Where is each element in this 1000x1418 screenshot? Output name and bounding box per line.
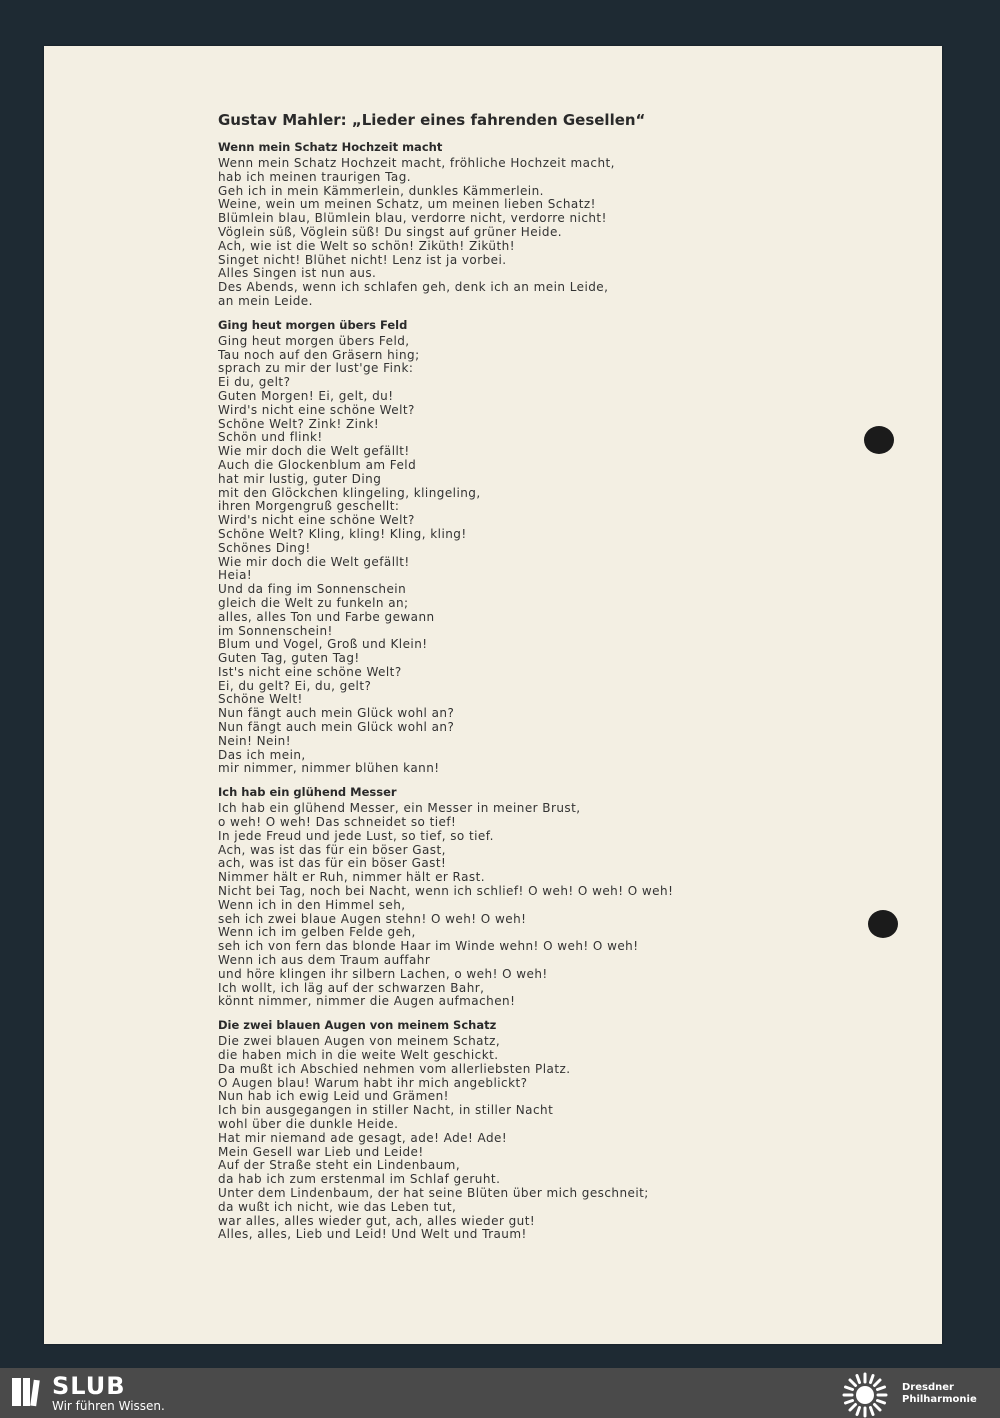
lyric-line: Blümlein blau, Blümlein blau, verdorre nicht, verdorre nicht!	[218, 211, 607, 226]
lyric-line: O Augen blau! Warum habt ihr mich angeblickt?	[218, 1075, 528, 1090]
lyric-line: Auch die Glockenblum am Feld	[218, 457, 417, 472]
page-title: Gustav Mahler: „Lieder eines fahrenden Gesellen“	[218, 111, 646, 129]
lyric-line: Ist's nicht eine schöne Welt?	[218, 664, 402, 679]
lyric-line: Weine, wein um meinen Schatz, um meinen lieben Schatz!	[218, 197, 596, 212]
lyric-line: die haben mich in die weite Welt geschickt.	[218, 1048, 499, 1063]
lyric-line: Wird's nicht eine schöne Welt?	[218, 402, 415, 417]
lyric-line: Heia!	[218, 568, 253, 583]
song-title: Ging heut morgen übers Feld	[218, 317, 408, 332]
lyric-line: Nun hab ich ewig Leid und Grämen!	[218, 1089, 449, 1104]
lyric-line: Mein Gesell war Lieb und Leide!	[218, 1144, 424, 1159]
lyric-line: Nicht bei Tag, noch bei Nacht, wenn ich schlief! O weh! O weh! O weh!	[218, 884, 674, 899]
lyric-line: Ei, du gelt? Ei, du, gelt?	[218, 678, 372, 693]
song-lyrics	[218, 802, 908, 1009]
lyric-line: da wußt ich nicht, wie das Leben tut,	[218, 1199, 457, 1214]
lyric-line: Wie mir doch die Welt gefällt!	[218, 554, 410, 569]
partner-name-line: Philharmonie	[902, 1394, 977, 1405]
lyric-line: Und da fing im Sonnenschein	[218, 582, 407, 597]
lyric-line: Schön und flink!	[218, 430, 323, 445]
lyric-line: wohl über die dunkle Heide.	[218, 1117, 399, 1131]
lyric-line: Unter dem Lindenbaum, der hat seine Blüten über mich geschneit;	[218, 1185, 649, 1200]
lyric-line: Auf der Straße steht ein Lindenbaum,	[218, 1158, 461, 1173]
lyric-line: Alles, alles, Lieb und Leid! Und Welt und Traum!	[218, 1227, 527, 1242]
lyric-line: Blum und Vogel, Groß und Klein!	[218, 637, 428, 652]
song-lyrics	[218, 157, 908, 309]
song-title: Wenn mein Schatz Hochzeit macht	[218, 140, 443, 154]
lyric-line: Vöglein süß, Vöglein süß! Du singst auf grüner Heide.	[218, 224, 563, 239]
lyric-line: ach, was ist das für ein böser Gast!	[218, 856, 447, 871]
lyric-line: Guten Tag, guten Tag!	[218, 651, 360, 666]
lyric-line: seh ich zwei blaue Augen stehn! O weh! O weh!	[218, 911, 527, 926]
lyric-line: Nun fängt auch mein Glück wohl an?	[218, 720, 455, 735]
lyric-line: mit den Glöckchen klingeling, klingeling,	[218, 485, 481, 500]
lyric-line: In jede Freud und jede Lust, so tief, so tief.	[218, 828, 494, 843]
lyric-line: Ich wollt, ich läg auf der schwarzen Bahr,	[218, 980, 485, 995]
lyric-line: Das ich mein,	[218, 747, 306, 762]
lyric-line: gleich die Welt zu funkeln an;	[218, 595, 409, 610]
lyric-line: Wenn ich in den Himmel seh,	[218, 897, 406, 912]
song-section	[218, 317, 908, 777]
partner-name-line: Dresdner	[902, 1382, 954, 1393]
lyric-line: Ei du, gelt?	[218, 375, 291, 390]
song-title: Ich hab ein glühend Messer	[218, 785, 397, 800]
lyric-line: hab ich meinen traurigen Tag.	[218, 169, 412, 184]
lyric-line: Nun fängt auch mein Glück wohl an?	[218, 706, 455, 721]
lyric-line: Da mußt ich Abschied nehmen vom allerliebsten Platz.	[218, 1061, 571, 1076]
lyric-line: Ach, was ist das für ein böser Gast,	[218, 842, 446, 857]
song-section	[218, 1017, 908, 1242]
document-content	[218, 110, 908, 1250]
lyric-line: Die zwei blauen Augen von meinem Schatz,	[218, 1034, 501, 1049]
lyric-line: könnt nimmer, nimmer die Augen aufmachen!	[218, 994, 516, 1009]
footer-bar	[0, 1368, 1000, 1418]
lyric-line: Schöne Welt!	[218, 692, 303, 707]
lyric-line: Geh ich in mein Kämmerlein, dunkles Kämmerlein.	[218, 183, 544, 198]
song-title: Die zwei blauen Augen von meinem Schatz	[218, 1018, 497, 1033]
lyric-line: und höre klingen ihr silbern Lachen, o weh! O weh!	[218, 966, 548, 981]
lyric-line: Guten Morgen! Ei, gelt, du!	[218, 388, 394, 403]
lyric-line: Ich bin ausgegangen in stiller Nacht, in stiller Nacht	[218, 1103, 554, 1118]
lyric-line: Nimmer hält er Ruh, nimmer hält er Rast.	[218, 870, 485, 885]
song-section	[218, 784, 908, 1009]
partner-logo-text[interactable]	[902, 1382, 998, 1406]
lyric-line: da hab ich zum erstenmal im Schlaf geruht.	[218, 1172, 501, 1187]
song-lyrics	[218, 335, 908, 777]
lyric-line: an mein Leide.	[218, 293, 313, 308]
song-lyrics	[218, 1035, 908, 1242]
lyric-line: seh ich von fern das blonde Haar im Winde wehn! O weh! O weh!	[218, 939, 639, 954]
lyric-line: Wenn ich im gelben Felde geh,	[218, 925, 416, 940]
lyric-line: ihren Morgengruß geschellt:	[218, 499, 400, 514]
lyric-line: Alles Singen ist nun aus.	[218, 266, 377, 281]
lyric-line: im Sonnenschein!	[218, 623, 333, 638]
lyric-line: Wenn ich aus dem Traum auffahr	[218, 953, 431, 968]
lyric-line: Des Abends, wenn ich schlafen geh, denk ich an mein Leide,	[218, 280, 609, 295]
lyric-line: Tau noch auf den Gräsern hing;	[218, 347, 420, 362]
lyric-line: Ich hab ein glühend Messer, ein Messer in meiner Brust,	[218, 801, 581, 816]
lyric-line: Nein! Nein!	[218, 733, 291, 748]
lyric-line: alles, alles Ton und Farbe gewann	[218, 609, 435, 624]
lyric-line: Schöne Welt? Zink! Zink!	[218, 416, 380, 431]
lyric-line: war alles, alles wieder gut, ach, alles wieder gut!	[218, 1213, 536, 1228]
lyric-line: mir nimmer, nimmer blühen kann!	[218, 761, 440, 776]
document-page	[44, 46, 942, 1344]
lyric-line: Ging heut morgen übers Feld,	[218, 333, 410, 348]
lyric-line: Schöne Welt? Kling, kling! Kling, kling!	[218, 526, 467, 541]
lyric-line: Wie mir doch die Welt gefällt!	[218, 444, 410, 459]
lyric-line: Ach, wie ist die Welt so schön! Ziküth! Ziküth!	[218, 238, 515, 253]
book-icon[interactable]	[10, 1376, 40, 1408]
slub-logo-text[interactable]: SLUB	[52, 1372, 126, 1400]
lyric-line: hat mir lustig, guter Ding	[218, 471, 382, 486]
lyric-line: Schönes Ding!	[218, 540, 311, 555]
lyric-line: o weh! O weh! Das schneidet so tief!	[218, 815, 457, 830]
lyric-line: Wird's nicht eine schöne Welt?	[218, 513, 415, 528]
lyric-line: Hat mir niemand ade gesagt, ade! Ade! Ade!	[218, 1130, 508, 1145]
lyric-line: Wenn mein Schatz Hochzeit macht, fröhliche Hochzeit macht,	[218, 156, 615, 170]
slub-tagline: Wir führen Wissen.	[52, 1399, 165, 1413]
song-section	[218, 139, 908, 309]
lyric-line: Singet nicht! Blühet nicht! Lenz ist ja vorbei.	[218, 252, 507, 267]
sunburst-icon[interactable]	[842, 1372, 888, 1418]
lyric-line: sprach zu mir der lust'ge Fink:	[218, 361, 414, 376]
